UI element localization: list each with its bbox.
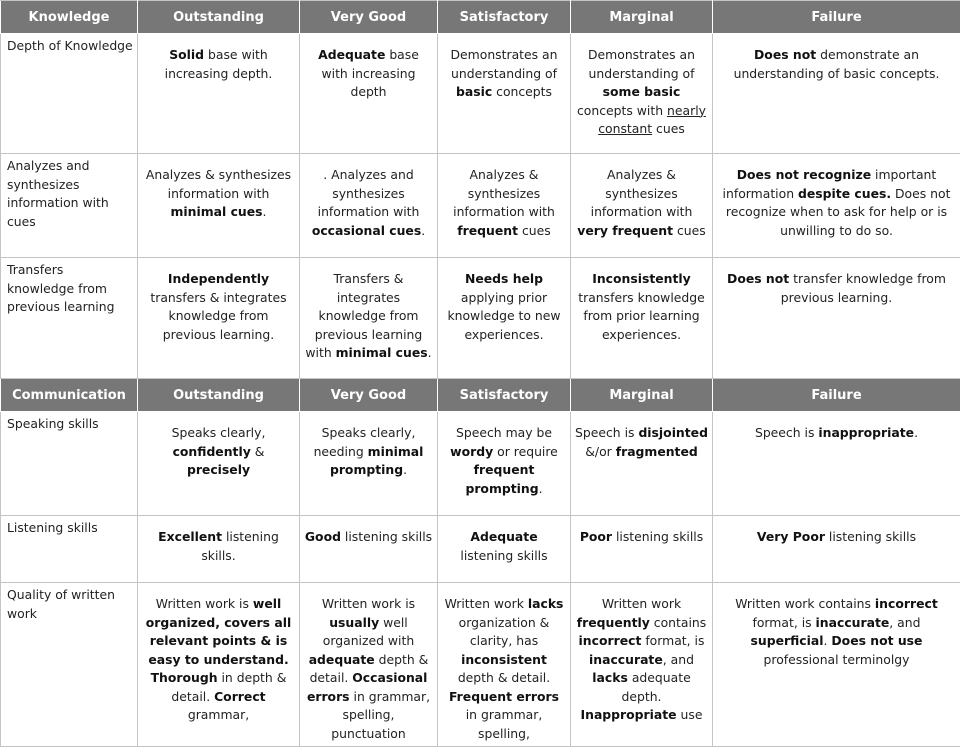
cell-text: Speech is (755, 425, 818, 440)
column-heading-very-good: Very Good (300, 379, 438, 412)
emphasis-text: minimal prompting (330, 444, 423, 478)
column-heading-outstanding: Outstanding (138, 1, 300, 34)
cell-text: Analyzes & synthesizes information with (453, 167, 555, 219)
emphasis-text: Occasional errors (307, 670, 427, 704)
cell-satisfactory (438, 583, 571, 747)
emphasis-text: Adequate (318, 47, 385, 62)
cell-text: & (251, 444, 265, 459)
cell-text: cues (673, 223, 706, 238)
cell-text: demonstrate an understanding of basic concepts. (734, 47, 940, 81)
emphasis-text: inconsistent (461, 652, 547, 667)
cell-text: &/or (585, 444, 615, 459)
cell-text: format, is (752, 615, 815, 630)
emphasis-text: Needs help (465, 271, 543, 286)
column-heading-very-good: Very Good (300, 1, 438, 34)
emphasis-text: superficial (751, 633, 824, 648)
emphasis-text: frequently (577, 615, 650, 630)
emphasis-text: inaccurate (589, 652, 663, 667)
column-heading-failure: Failure (713, 1, 960, 34)
cell-text: Speech may be (456, 425, 552, 440)
cell-failure (713, 583, 960, 747)
cell-failure (713, 154, 960, 258)
cell-text: format, is (641, 633, 704, 648)
emphasis-text: disjointed (638, 425, 708, 440)
emphasis-text: Inappropriate (581, 707, 677, 722)
cell-text: depth & detail. (310, 652, 429, 686)
emphasis-text: Solid (169, 47, 204, 62)
emphasis-text: minimal cues (336, 345, 428, 360)
cell-text: cues (652, 121, 685, 136)
cell-marginal (571, 34, 713, 154)
cell-text: use (677, 707, 703, 722)
cell-text: Demonstrates an understanding of (451, 47, 558, 81)
emphasis-text: Does not use (831, 633, 922, 648)
emphasis-text: Does not (754, 47, 816, 62)
cell-failure (713, 258, 960, 379)
cell-text: or require (493, 444, 558, 459)
emphasis-text: Independently (168, 271, 269, 286)
column-heading-marginal: Marginal (571, 1, 713, 34)
cell-text: important information (723, 167, 937, 201)
cell-text: contains (650, 615, 706, 630)
cell-text: Analyzes & synthesizes information with (146, 167, 291, 201)
emphasis-text: Correct (214, 689, 266, 704)
cell-outstanding (138, 258, 300, 379)
emphasis-text: inaccurate (816, 615, 890, 630)
emphasis-text: Does not (727, 271, 789, 286)
cell-text: depth & detail. (458, 670, 550, 685)
knowledge-header-row (1, 1, 960, 34)
cell-text: listening skills (825, 529, 916, 544)
cell-text: base with increasing depth. (165, 47, 273, 81)
emphasis-text: precisely (187, 462, 250, 477)
underlined-text: nearly constant (598, 103, 706, 137)
cell-text: well organized with (323, 615, 414, 649)
cell-satisfactory (438, 154, 571, 258)
cell-outstanding (138, 583, 300, 747)
cell-text: . (539, 481, 543, 496)
emphasis-text: frequent (457, 223, 518, 238)
emphasis-text: confidently (173, 444, 251, 459)
cell-text: Written work (602, 596, 681, 611)
cell-text: Does not recognize when to ask for help or is unwilling to do so. (726, 186, 951, 238)
cell-text: concepts with (577, 103, 667, 118)
cell-text: concepts (492, 84, 552, 99)
cell-very-good (300, 258, 438, 379)
cell-text: . (824, 633, 832, 648)
column-heading-satisfactory: Satisfactory (438, 379, 571, 412)
cell-text: listening skills (341, 529, 432, 544)
emphasis-text: very frequent (577, 223, 673, 238)
cell-text: organization & clarity, has (459, 615, 550, 649)
criterion-label: Quality of written work (1, 583, 138, 747)
row-listening-skills (1, 516, 960, 583)
cell-text: transfer knowledge from previous learning. (781, 271, 946, 305)
emphasis-text: inappropriate (818, 425, 914, 440)
cell-text: Written work is (322, 596, 415, 611)
cell-marginal (571, 258, 713, 379)
cell-text: transfers knowledge from prior learning experiences. (578, 290, 705, 342)
emphasis-text: fragmented (616, 444, 698, 459)
criterion-label: Analyzes and synthesizes information with cues (1, 154, 138, 258)
cell-failure (713, 34, 960, 154)
emphasis-text: frequent prompting (465, 462, 538, 496)
cell-text: Speaks clearly, needing (314, 425, 416, 459)
criterion-label: Depth of Knowledge (1, 34, 138, 154)
cell-text: . Analyzes and synthesizes information with (318, 167, 420, 219)
row-analyzes-synthesizes (1, 154, 960, 258)
emphasis-text: Inconsistently (592, 271, 691, 286)
cell-text: transfers & integrates knowledge from previous learning. (150, 290, 286, 342)
column-heading-satisfactory: Satisfactory (438, 1, 571, 34)
cell-outstanding (138, 154, 300, 258)
emphasis-text: despite cues. (798, 186, 891, 201)
cell-text: adequate depth. (621, 670, 690, 704)
emphasis-text: Poor (580, 529, 612, 544)
cell-text: in depth & detail. (171, 670, 286, 704)
row-depth-of-knowledge (1, 34, 960, 154)
cell-text: . (421, 223, 425, 238)
cell-marginal (571, 516, 713, 583)
emphasis-text: minimal cues (171, 204, 263, 219)
row-written-work (1, 583, 960, 747)
cell-text: professional terminolgy (764, 652, 910, 667)
emphasis-text: lacks (592, 670, 628, 685)
cell-marginal (571, 583, 713, 747)
cell-text: . (403, 462, 407, 477)
cell-text: listening skills. (201, 529, 279, 563)
cell-text: , and (663, 652, 694, 667)
cell-very-good (300, 583, 438, 747)
emphasis-text: Adequate (470, 529, 537, 544)
cell-text: Transfers & integrates knowledge from previous learning with (305, 271, 422, 360)
row-speaking-skills (1, 412, 960, 516)
cell-outstanding (138, 516, 300, 583)
cell-text: in grammar, spelling, punctuation (331, 689, 430, 741)
cell-failure (713, 412, 960, 516)
cell-text: cues (518, 223, 551, 238)
cell-very-good (300, 516, 438, 583)
cell-failure (713, 516, 960, 583)
cell-text: . (263, 204, 267, 219)
emphasis-text: Very Poor (757, 529, 825, 544)
cell-very-good (300, 154, 438, 258)
cell-text: Written work (445, 596, 528, 611)
cell-satisfactory (438, 258, 571, 379)
emphasis-text: Good (305, 529, 341, 544)
cell-text: Written work contains (735, 596, 875, 611)
emphasis-text: well organized, covers all relevant points & is easy to understand. Thorough (146, 596, 291, 685)
section-heading-communication: Communication (1, 379, 138, 412)
emphasis-text: incorrect (579, 633, 642, 648)
cell-text: , and (889, 615, 920, 630)
cell-text: listening skills (460, 548, 547, 563)
emphasis-text: adequate (309, 652, 375, 667)
criterion-label: Transfers knowledge from previous learning (1, 258, 138, 379)
cell-satisfactory (438, 412, 571, 516)
row-transfers-knowledge (1, 258, 960, 379)
emphasis-text: lacks (528, 596, 564, 611)
cell-text: . (428, 345, 432, 360)
cell-text: Speaks clearly, (172, 425, 266, 440)
column-heading-marginal: Marginal (571, 379, 713, 412)
emphasis-text: usually (329, 615, 379, 630)
cell-outstanding (138, 34, 300, 154)
emphasis-text: occasional cues (312, 223, 421, 238)
cell-text: listening skills (612, 529, 703, 544)
cell-text: grammar, (188, 707, 249, 722)
column-heading-outstanding: Outstanding (138, 379, 300, 412)
cell-text: Analyzes & synthesizes information with (591, 167, 693, 219)
cell-marginal (571, 412, 713, 516)
section-heading-knowledge: Knowledge (1, 1, 138, 34)
criterion-label: Listening skills (1, 516, 138, 583)
cell-text: . (914, 425, 918, 440)
cell-text: base with increasing depth (322, 47, 419, 99)
criterion-label: Speaking skills (1, 412, 138, 516)
emphasis-text: some basic (603, 84, 681, 99)
emphasis-text: Frequent errors (449, 689, 559, 704)
cell-text: in grammar, spelling, (466, 707, 543, 741)
emphasis-text: wordy (450, 444, 493, 459)
cell-text: Demonstrates an understanding of (588, 47, 695, 81)
cell-very-good (300, 34, 438, 154)
emphasis-text: Excellent (158, 529, 222, 544)
cell-satisfactory (438, 516, 571, 583)
cell-satisfactory (438, 34, 571, 154)
cell-text: applying prior knowledge to new experiences. (447, 290, 560, 342)
column-heading-failure: Failure (713, 379, 960, 412)
emphasis-text: incorrect (875, 596, 938, 611)
cell-marginal (571, 154, 713, 258)
cell-very-good (300, 412, 438, 516)
emphasis-text: Does not recognize (737, 167, 871, 182)
cell-text: Written work is (156, 596, 253, 611)
communication-header-row (1, 379, 960, 412)
cell-outstanding (138, 412, 300, 516)
emphasis-text: basic (456, 84, 492, 99)
cell-text: Speech is (575, 425, 638, 440)
